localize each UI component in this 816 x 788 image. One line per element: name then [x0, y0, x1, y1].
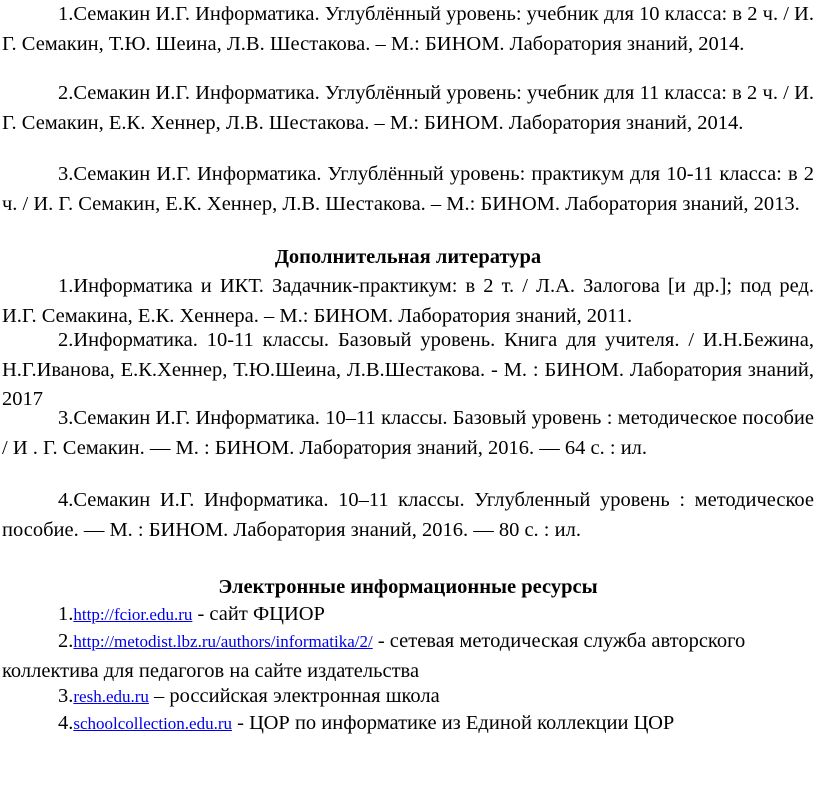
- main-ref-2: [2, 79, 814, 138]
- resource-text: – российская электронная школа: [148, 685, 440, 707]
- resource-text: - сетевая методическая служба авторского коллектива для педагогов на сайте издательства: [2, 630, 746, 682]
- ref-text: Информатика. 10-11 классы. Базовый уровень. Книга для учителя. / И.Н.Бежина, Н.Г.Иванова, Е.К.Хеннер, Т.Ю.Шеина, Л.В.Шестакова. - М. : БИНОМ. Лаборатория знаний, 2017: [2, 329, 814, 410]
- ref-text: Семакин И.Г. Информатика. Углублённый уровень: практикум для 10-11 класса: в 2 ч. / И. Г. Семакин, Е.К. Хеннер, Л.В. Шестакова. – М.: БИНОМ. Лаборатория знаний, 2013.: [2, 163, 814, 215]
- resource-item-3: [2, 682, 814, 712]
- resource-link[interactable]: http://fcior.edu.ru: [73, 605, 193, 624]
- ref-number: 3.: [58, 407, 74, 429]
- resource-item-4: [2, 709, 814, 739]
- additional-ref-1: [2, 272, 814, 331]
- ref-text: Семакин И.Г. Информатика. 10–11 классы. Базовый уровень : методическое пособие / И . Г. Семакин. — М. : БИНОМ. Лаборатория знаний, 2016. — 64 с. : ил.: [2, 407, 814, 459]
- additional-literature-heading: Дополнительная литература: [274, 246, 542, 268]
- resource-number: 4.: [58, 712, 74, 734]
- main-ref-3: [2, 160, 814, 219]
- ref-text: Семакин И.Г. Информатика. 10–11 классы. Углубленный уровень : методическое пособие. — М. : БИНОМ. Лаборатория знаний, 2016. — 80 с. : ил.: [2, 489, 814, 541]
- resource-item-1: [2, 600, 814, 630]
- resource-number: 3.: [58, 685, 74, 707]
- resource-text: - сайт ФЦИОР: [192, 603, 325, 625]
- resource-number: 1.: [58, 603, 74, 625]
- resource-item-2: [2, 627, 814, 686]
- ref-number: 1.: [58, 275, 74, 297]
- resource-link[interactable]: schoolcollection.edu.ru: [73, 714, 232, 733]
- ref-number: 4.: [58, 489, 74, 511]
- ref-number: 2.: [58, 329, 74, 351]
- additional-ref-3: [2, 404, 814, 463]
- resource-text: - ЦОР по информатике из Единой коллекции ЦОР: [232, 712, 675, 734]
- resource-link[interactable]: resh.edu.ru: [73, 687, 149, 706]
- resource-number: 2.: [58, 630, 74, 652]
- ref-number: 2.: [58, 82, 74, 104]
- electronic-resources-heading: Электронные информационные ресурсы: [218, 576, 598, 598]
- main-ref-1: [2, 0, 814, 59]
- additional-ref-4: [2, 486, 814, 545]
- resource-link[interactable]: http://metodist.lbz.ru/authors/informatika/2/: [73, 632, 373, 651]
- ref-text: Информатика и ИКТ. Задачник-практикум: в 2 т. / Л.А. Залогова [и др.]; под ред. И.Г. Семакина, Е.К. Хеннера. – М.: БИНОМ. Лаборатория знаний, 2011.: [2, 275, 814, 327]
- additional-ref-2: [2, 326, 814, 415]
- ref-number: 1.: [58, 3, 74, 25]
- ref-number: 3.: [58, 163, 74, 185]
- ref-text: Семакин И.Г. Информатика. Углублённый уровень: учебник для 10 класса: в 2 ч. / И. Г. Семакин, Т.Ю. Шеина, Л.В. Шестакова. – М.: БИНОМ. Лаборатория знаний, 2014.: [2, 3, 814, 55]
- ref-text: Семакин И.Г. Информатика. Углублённый уровень: учебник для 11 класса: в 2 ч. / И. Г. Семакин, Е.К. Хеннер, Л.В. Шестакова. – М.: БИНОМ. Лаборатория знаний, 2014.: [2, 82, 814, 134]
